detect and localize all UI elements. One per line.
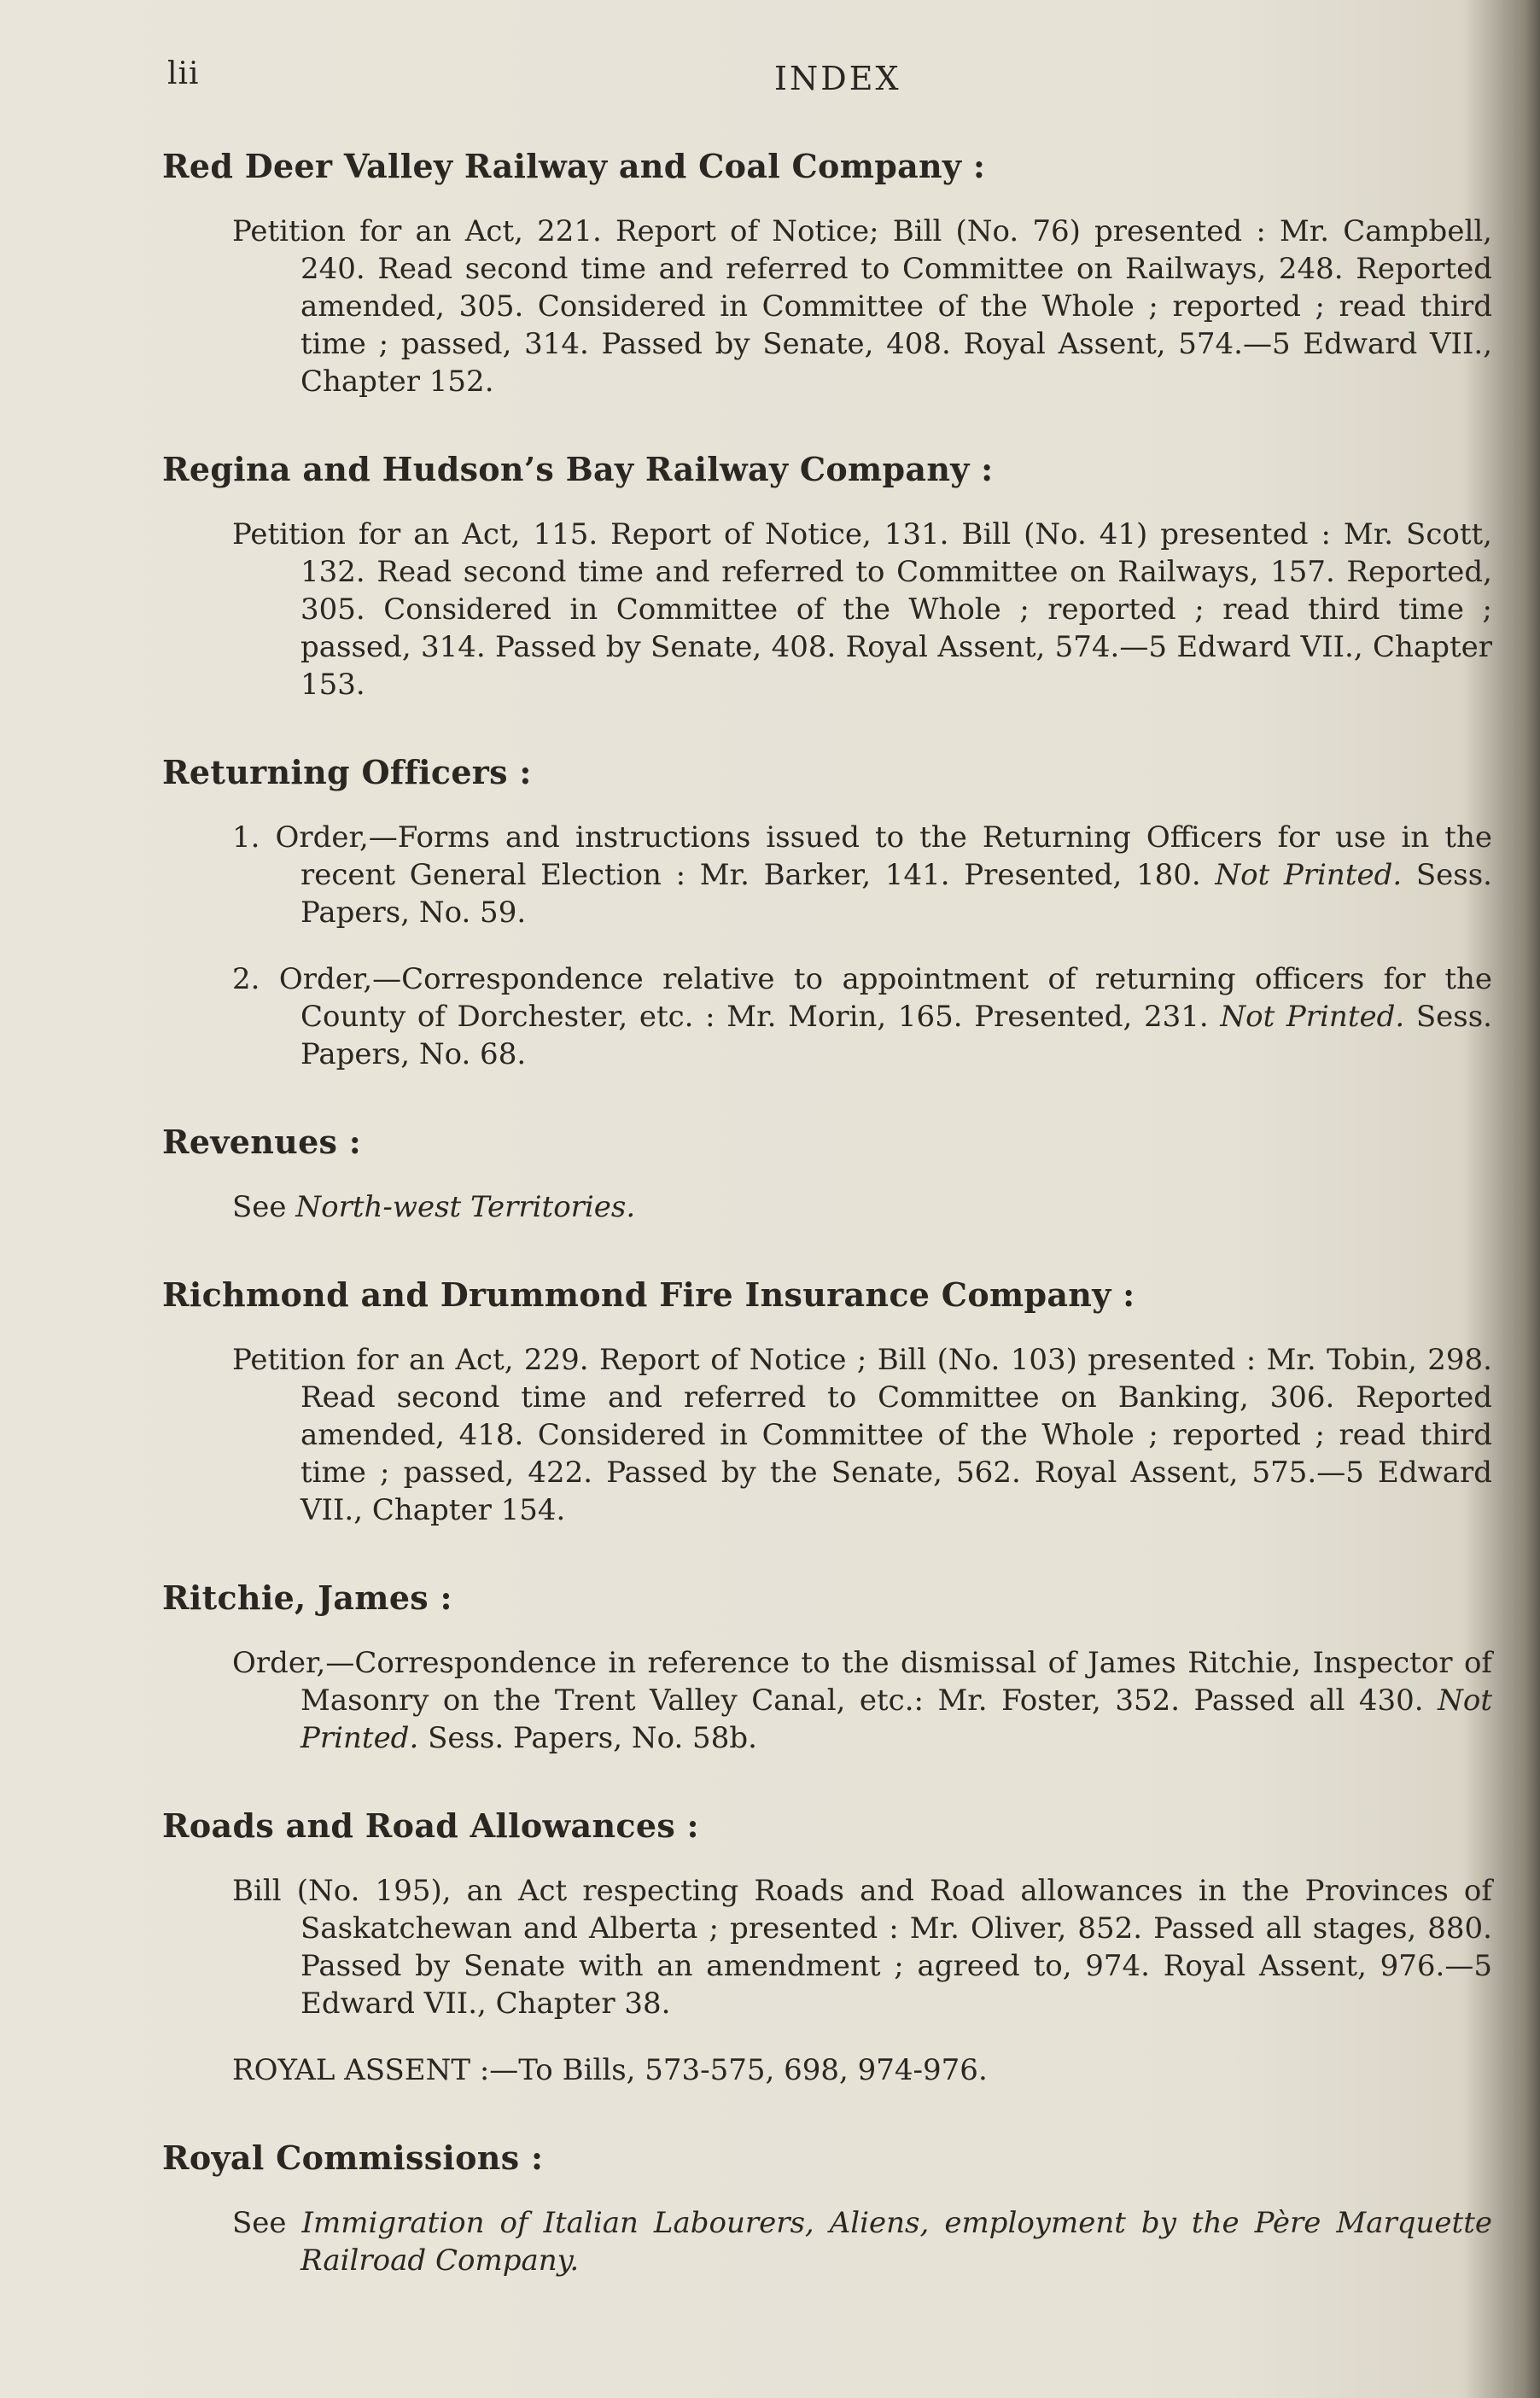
page-header	[0, 56, 1540, 108]
section-heading: Royal Commissions :	[162, 2138, 544, 2177]
index-entry: Petition for an Act, 115. Report of Notice, 131. Bill (No. 41) presented : Mr. Scott, 132. Read second time and referred to Committee on Railways, 157. Reported, 305. Considered in Committee of the Whole ; reported ; read third time ; passed, 314. Passed by Senate, 408. Royal Assent, 574.—5 Edward VII., Chapter 153.	[232, 517, 1492, 702]
section-heading: Richmond and Drummond Fire Insurance Company :	[162, 1275, 1135, 1314]
index-entry: See North-west Territories.	[232, 1190, 636, 1224]
section-heading: Ritchie, James :	[162, 1578, 452, 1617]
section-heading: Red Deer Valley Railway and Coal Company :	[162, 147, 986, 185]
index-section-red-deer	[162, 147, 1502, 400]
index-entry: Order,—Correspondence in reference to the dismissal of James Ritchie, Inspector of Masonry on the Trent Valley Canal, etc.: Mr. Foster, 352. Passed all 430. Not Printed. Sess. Papers, No. 58b.	[232, 1646, 1492, 1755]
section-heading: Regina and Hudson’s Bay Railway Company :	[162, 450, 994, 488]
index-section-richmond-drummond	[162, 1275, 1502, 1529]
index-entry: 2. Order,—Correspondence relative to appointment of returning officers for the County of Dorchester, etc. : Mr. Morin, 165. Presented, 231. Not Printed. Sess. Papers, No. 68.	[232, 962, 1492, 1071]
index-content	[162, 147, 1502, 2329]
running-head: INDEX	[774, 60, 901, 97]
index-section-ritchie	[162, 1578, 1502, 1757]
section-heading: Revenues :	[162, 1123, 362, 1161]
royal-assent-entry: ROYAL ASSENT :—To Bills, 573-575, 698, 974-976.	[232, 2053, 988, 2087]
index-entry: Bill (No. 195), an Act respecting Roads and Road allowances in the Provinces of Saskatchewan and Alberta ; presented : Mr. Oliver, 852. Passed all stages, 880. Passed by Senate with an amendment ; agreed to, 974. Royal Assent, 976.—5 Edward VII., Chapter 38.	[232, 1874, 1492, 2021]
index-entry: Petition for an Act, 221. Report of Notice; Bill (No. 76) presented : Mr. Campbell, 240. Read second time and referred to Committee on Railways, 248. Reported amended, 305. Considered in Committee of the Whole ; reported ; read third time ; passed, 314. Passed by Senate, 408. Royal Assent, 574.—5 Edward VII., Chapter 152.	[232, 214, 1492, 399]
index-section-returning-officers	[162, 753, 1502, 1073]
section-heading: Roads and Road Allowances :	[162, 1806, 699, 1845]
index-section-royal-commissions	[162, 2138, 1502, 2279]
index-section-regina	[162, 450, 1502, 703]
index-entry: See Immigration of Italian Labourers, Aliens, employment by the Père Marquette Railroad Company.	[232, 2206, 1493, 2278]
index-entry: Petition for an Act, 229. Report of Notice ; Bill (No. 103) presented : Mr. Tobin, 298. Read second time and referred to Committee on Banking, 306. Reported amended, 418. Considered in Committee of the Whole ; reported ; read third time ; passed, 422. Passed by the Senate, 562. Royal Assent, 575.—5 Edward VII., Chapter 154.	[232, 1343, 1492, 1527]
page-number: lii	[167, 56, 200, 91]
index-entry: 1. Order,—Forms and instructions issued to the Returning Officers for use in the recent General Election : Mr. Barker, 141. Presented, 180. Not Printed. Sess. Papers, No. 59.	[232, 820, 1492, 930]
index-section-roads	[162, 1806, 1502, 2089]
section-heading: Returning Officers :	[162, 753, 532, 791]
index-section-revenues	[162, 1123, 1502, 1226]
